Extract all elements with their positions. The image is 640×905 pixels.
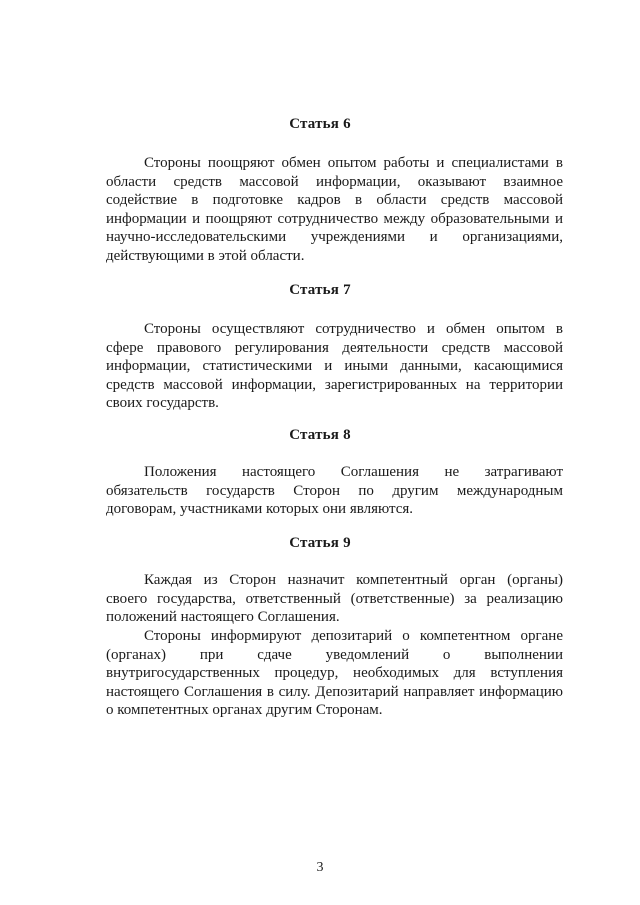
text-line: договорам, участниками которых они являются. (106, 501, 414, 517)
text-line: своего государства, ответственный (ответственные) за реализацию (106, 590, 563, 607)
article-8-paragraph (106, 463, 563, 519)
text-line: обязательств государств Сторон по другим международным (106, 482, 563, 499)
text-line: содействие в подготовке кадров в области средств массовой (106, 192, 563, 208)
text-line: Стороны осуществляют сотрудничество и обмен опытом в (144, 321, 563, 337)
text-line: области средств массовой информации, оказывают взаимное (106, 173, 563, 190)
text-line: настоящего Соглашения в силу. Депозитарий направляет информацию (106, 683, 563, 700)
text-line: Стороны информируют депозитарий о компетентном органе (144, 628, 563, 644)
text-line: сфере правового регулирования деятельности средств массовой (106, 339, 563, 356)
article-6-paragraph (106, 154, 563, 265)
text-line: действующими в этой области. (106, 247, 305, 264)
text-line: информации и поощряют сотрудничество между образовательными и (106, 210, 563, 227)
article-7-heading: Статья 7 (289, 282, 351, 298)
text-line: Каждая из Сторон назначит компетентный орган (органы) (144, 572, 563, 588)
text-line: Положения настоящего Соглашения не затрагивают (144, 464, 563, 480)
article-6-heading: Статья 6 (289, 116, 351, 132)
text-line: средств массовой информации, зарегистрированных на территории (106, 376, 563, 393)
text-line: положений настоящего Соглашения. (106, 609, 340, 625)
text-line: информации, статистическими и иными данными, касающимися (106, 358, 563, 374)
text-line: о компетентных органах другим Сторонам. (106, 702, 383, 718)
article-9-paragraph-2 (106, 627, 563, 720)
text-line: научно-исследовательскими учреждениями и организациями, (106, 229, 563, 245)
text-line: внутригосударственных процедур, необходимых для вступления (106, 665, 563, 681)
article-9-paragraph-1 (106, 571, 563, 627)
article-7-paragraph (106, 320, 563, 413)
article-9-heading: Статья 9 (289, 535, 351, 551)
text-line: своих государств. (106, 395, 219, 411)
page-number: 3 (316, 860, 324, 875)
article-8-heading: Статья 8 (289, 427, 351, 443)
text-line: Стороны поощряют обмен опытом работы и специалистами в (144, 155, 563, 171)
text-line: (органах) при сдаче уведомлений о выполнении (106, 646, 563, 663)
